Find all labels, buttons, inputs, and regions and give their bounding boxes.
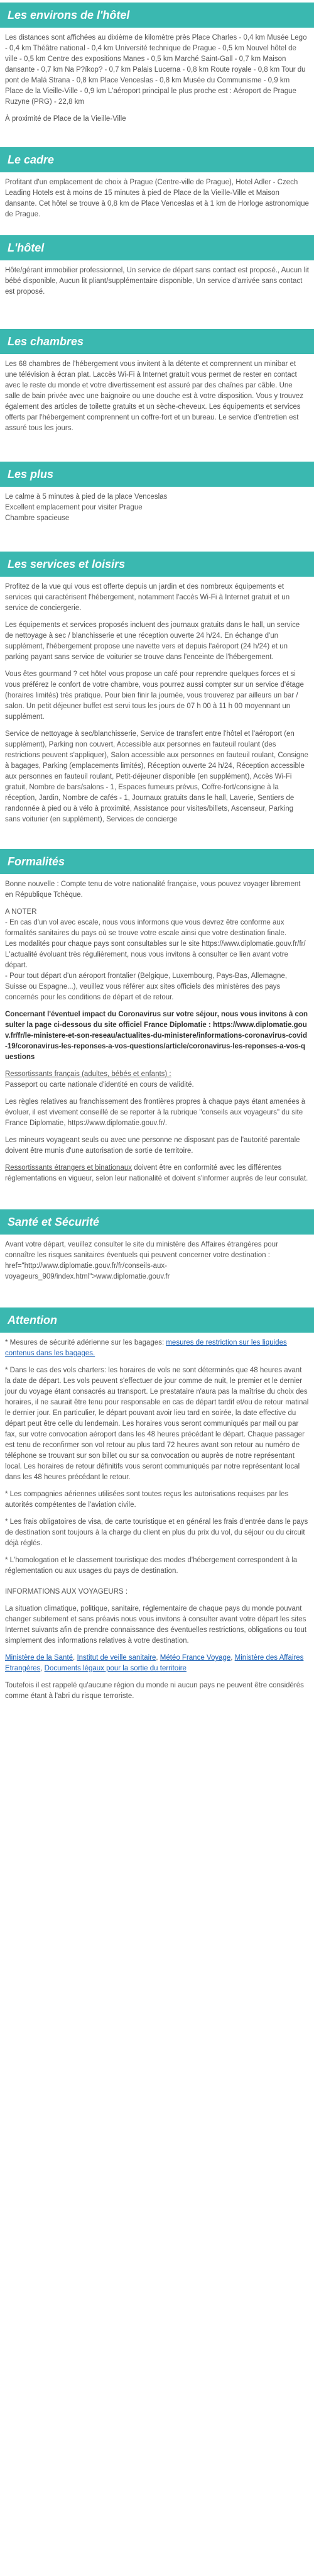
- section-body-chambres: [0, 354, 314, 440]
- section-sante: [0, 1209, 314, 1289]
- link-meteo-france[interactable]: Météo France Voyage: [160, 1654, 231, 1662]
- services-intro: Profitez de la vue qui vous est offerte depuis un jardin et des nombreux équipements et services qui caractérisent l'hébergement, notamment l'accès Wi-Fi à Internet gratuit et un service de conciergerie.: [5, 583, 290, 612]
- section-title-plus: Les plus: [0, 462, 314, 487]
- section-body-cadre: [0, 172, 314, 226]
- plus-item: Chambre spacieuse: [5, 514, 70, 522]
- section-title-attention: Attention: [0, 1307, 314, 1333]
- section-title-hotel: L'hôtel: [0, 235, 314, 260]
- section-cadre: [0, 147, 314, 226]
- formalites-minors: Les mineurs voyageant seuls ou avec une personne ne disposant pas de l'autorité parentale doivent être munis d'une autorisation de sortie de territoire.: [5, 1136, 300, 1155]
- section-formalites: [0, 849, 314, 1191]
- formalites-rules: Les règles relatives au franchissement des frontières propres à chaque pays étant amenées à évoluer, il est vivement conseillé de se reporter à la rubrique "conseils aux voyageurs" du site France Diplomatie, https://www.diplomatie.gouv.fr/.: [5, 1098, 306, 1127]
- attention-baggage: [5, 1338, 309, 1359]
- section-body-environs: [0, 28, 314, 131]
- formalites-note: A NOTER - En cas d'un vol avec escale, nous vous informons que vous devrez être conforme aux formalités sanitaires du pays où se trouve votre escale ainsi que votre destination finale. Les modalités pour chaque pays sont consultables sur le site https://www.diplomatie.gouv.fr/fr/ L'actualité évoluant très régulièrement, nous vous invitons à consulter ce lien avant votre départ. - Pour tout départ d'un aéroport frontalier (Belgique, Luxembourg, Pays-Bas, Allemagne, Suisse ou Espagne...), veuillez vous référer aux sites officiels des ministères des pays concernés pour les conditions de départ et de retour.: [5, 908, 306, 1001]
- section-body-attention: [0, 1333, 314, 1708]
- formalites-foreign: [5, 1163, 309, 1184]
- section-plus: [0, 462, 314, 530]
- cadre-text: Profitant d'un emplacement de choix à Prague (Centre-ville de Prague), Hotel Adler - Czech Leading Hotels est à moins de 15 minutes à pied de Place de la Vieille-Ville et Maison dansante. Cet hôtel se trouve à 0,8 km de Place Venceslas et à 1 km de Horloge astronomique de Prague.: [5, 179, 309, 218]
- sante-text: Avant votre départ, veuillez consulter le site du ministère des Affaires étrangères pour connaître les risques sanitaires éventuels qui peuvent concerner votre destination : href="http://www.diplomatie.gouv.fr/fr/conseils-aux-voyageurs_909/index.html">www.diplomatie.gouv.fr: [5, 1241, 278, 1280]
- plus-item: Excellent emplacement pour visiter Prague: [5, 504, 143, 511]
- link-affaires-etrangeres[interactable]: Ministère des Affaires Etrangères: [5, 1654, 304, 1672]
- formalites-french-text: Passeport ou carte nationale d'identité en cours de validité.: [5, 1081, 194, 1089]
- section-title-chambres: Les chambres: [0, 329, 314, 354]
- section-environs: [0, 3, 314, 131]
- services-equipments: Les équipements et services proposés incluent des journaux gratuits dans le hall, un service de nettoyage à sec / blanchisserie et une réception ouverte 24 h/24. En échange d'un supplément, l'hébergement propose une navette vers et depuis l'aéroport (24 h/24) et un parking payant sans service de voiturier se trouve dans l'enceinte de l'hébergement.: [5, 621, 300, 661]
- formalites-foreign-label: Ressortissants étrangers et binationaux: [5, 1164, 132, 1172]
- hotel-info-page: [0, 3, 314, 1708]
- services-list: Service de nettoyage à sec/blanchisserie, Service de transfert entre l'hôtel et l'aéroport (en supplément), Parking non couvert, Accessible aux personnes en fauteuil roulant (des restrictions peuvent s'appliquer), Salon accessible aux personnes en fauteuil roulant, Consigne à bagages, Parking (emplacements limités), Réception ouverte 24 h/24, Réception accessible aux personnes en fauteuil roulant, Petit-déjeuner disponible (en supplément), Accès Wi-Fi gratuit, Nombre de bars/salons - 1, Espaces fumeurs prévus, Coffre-fort/consigne à la réception, Jardin, Nombre de cafés - 1, Journaux gratuits dans le hall, Laverie, Sentiers de randonnée à pied ou à vélo à proximité, Assistance pour visites/billets, Ascenseur, Parking sans voiturier (en supplément), Services de concierge: [5, 730, 308, 823]
- formalites-french-label: Ressortissants français (adultes, bébés et enfants) :: [5, 1070, 171, 1078]
- attention-charters: * Dans le cas des vols charters: les horaires de vols ne sont déterminés que 48 heures avant la date de départ. Les vols peuvent s'effectuer de jour comme de nuit, le premier et le dernier jour du voyage étant consacrés au transport. Le prestataire n'aura pas la maîtrise du choix des horaires, il ne saurait être tenu pour responsable en cas de départ tardif et/ou de retour matinal le dernier jour. En particulier, le départ pouvant avoir lieu tard en soirée, la date effective du départ peut être celle du lendemain. Les horaires vous seront communiqués par mail ou par fax, sur votre convocation aéroport dans les 48 heures précédant le départ. Chaque passager est tenu de reconfirmer son vol retour au plus tard 72 heures avant son retour au numéro de téléphone se trouvant sur son billet ou sur sa convocation ou auprès de notre représentant local. Les horaires de retour définitifs vous seront communiqués par notre représentant local dans les 48 heures précédant le retour.: [5, 1367, 309, 1481]
- formalites-coronavirus: Concernant l'éventuel impact du Coronavirus sur votre séjour, nous vous invitons à consulter la page ci-dessous du site officiel France Diplomatie : https://www.diplomatie.gouv.fr/fr/le-ministere-et-son-reseau/actualites-du-ministere/informations-coronavirus-covid-19/coronavirus-les-reponses-a-vos-questions/article/coronavirus-les-reponses-a-vos-questions: [5, 1011, 308, 1061]
- section-title-cadre: Le cadre: [0, 147, 314, 172]
- attention-terrorism: Toutefois il est rappelé qu'aucune région du monde ni aucun pays ne peuvent être considérés comme étant à l'abri du risque terroriste.: [5, 1682, 304, 1700]
- section-attention: [0, 1307, 314, 1708]
- attention-fees: * Les frais obligatoires de visa, de carte touristique et en général les frais d'entrée dans le pays de destination sont toujours à la charge du client en plus du prix du vol, du séjour ou du circuit déjà réglés.: [5, 1518, 308, 1547]
- section-chambres: [0, 329, 314, 440]
- section-title-services: Les services et loisirs: [0, 552, 314, 577]
- hotel-text: Hôte/gérant immobilier professionnel, Un service de départ sans contact est proposé., Aucun lit bébé disponible, Aucun lit pliant/supplémentaire disponible, Un service d'arrivée sans contact est proposé.: [5, 267, 309, 296]
- section-title-sante: Santé et Sécurité: [0, 1209, 314, 1235]
- section-body-hotel: [0, 260, 314, 304]
- formalites-french: [5, 1069, 309, 1091]
- link-documents-legaux[interactable]: Documents légaux pour la sortie du territoire: [44, 1665, 187, 1672]
- section-services: [0, 552, 314, 831]
- environs-distances: Les distances sont affichées au dixième de kilomètre près Place Charles - 0,4 km Musée Lego - 0,4 km Théâtre national - 0,4 km Université technique de Prague - 0,5 km Nouvel hôtel de ville - 0,5 km Centre des expositions Manes - 0,5 km Marché Saint-Gall - 0,7 km Maison dansante - 0,7 km Na P?íkop? - 0,7 km Palais Lucerna - 0,8 km Route royale - 0,8 km Tour du pont de Malá Strana - 0,8 km Place Venceslas - 0,8 km Musée du Communisme - 0,9 km Place de la Vieille-Ville - 0,9 km L'aéroport principal le plus proche est : Aéroport de Prague Ruzyne (PRG) - 22,8 km: [5, 34, 307, 106]
- environs-proximity: À proximité de Place de la Vieille-Ville: [5, 115, 126, 123]
- attention-situation: La situation climatique, politique, sanitaire, réglementaire de chaque pays du monde pouvant changer subitement et sans préavis nous vous invitons à consulter avant votre départ les sites Internet suivants afin de prendre connaissance des éventuelles restrictions, obligations ou tout simplement des informations relatives à votre destination.: [5, 1605, 307, 1645]
- attention-baggage-text: * Mesures de sécurité adérienne sur les bagages:: [5, 1339, 166, 1346]
- baggage-restrictions-link[interactable]: mesures de restriction sur les liquides contenus dans les bagages.: [5, 1339, 287, 1357]
- section-title-environs: Les environs de l'hôtel: [0, 3, 314, 28]
- formalites-nationality: Bonne nouvelle : Compte tenu de votre nationalité française, vous pouvez voyager librement en République Tchèque.: [5, 880, 301, 899]
- section-hotel: [0, 235, 314, 304]
- services-food: Vous êtes gourmand ? cet hôtel vous propose un café pour reprendre quelques forces et si vous préférez le confort de votre chambre, vous pourrez aussi compter sur un service d'étage (horaires limités) très pratique. Pour bien finir la journée, vous trouverez par ailleurs un bar / salon. Un petit déjeuner buffet est servi tous les jours de 07 h 00 à 11 h 00 moyennant un supplément.: [5, 670, 304, 721]
- chambres-text: Les 68 chambres de l'hébergement vous invitent à la détente et comprennent un minibar et une télévision à écran plat. Laccès Wi-Fi à Internet gratuit vous permet de rester en contact avec le reste du monde et votre divertissement est assuré par des chaînes par câble. Une salle de bain privée avec une baignoire ou une douche est à votre disposition. Vous y trouvez également des articles de toilette gratuits et un sèche-cheveux. Les équipements et services offerts par l'hébergement comprennent un coffre-fort et un bureau. Le service d'entretien est assuré tous les jours.: [5, 360, 304, 432]
- section-body-sante: [0, 1235, 314, 1289]
- formalites-foreign-text: doivent être en conformité avec les différentes réglementations en vigueur, selon leur nationalité et doivent s'informer auprès de leur consulat.: [5, 1164, 308, 1182]
- attention-classification: * L'homologation et le classement touristique des modes d'hébergement correspondent à la réglementation ou aux usages du pays de destination.: [5, 1557, 298, 1575]
- section-body-plus: [0, 487, 314, 530]
- attention-airlines: * Les compagnies aériennes utilisées sont toutes reçus les autorisations requises par les autorités compétentes de l'aviation civile.: [5, 1491, 289, 1509]
- attention-info-title: INFORMATIONS AUX VOYAGEURS :: [5, 1588, 128, 1596]
- section-title-formalites: Formalités: [0, 849, 314, 874]
- section-body-services: [0, 577, 314, 831]
- attention-links: Ministère de la Santé, Institut de veille sanitaire, Météo France Voyage, Ministère des Affaires Etrangères, Documents légaux pour la sortie du territoire: [5, 1654, 304, 1672]
- link-ministere-sante[interactable]: Ministère de la Santé: [5, 1654, 73, 1662]
- section-body-formalites: [0, 874, 314, 1191]
- plus-item: Le calme à 5 minutes à pied de la place Venceslas: [5, 493, 168, 501]
- link-veille-sanitaire[interactable]: Institut de veille sanitaire: [77, 1654, 156, 1662]
